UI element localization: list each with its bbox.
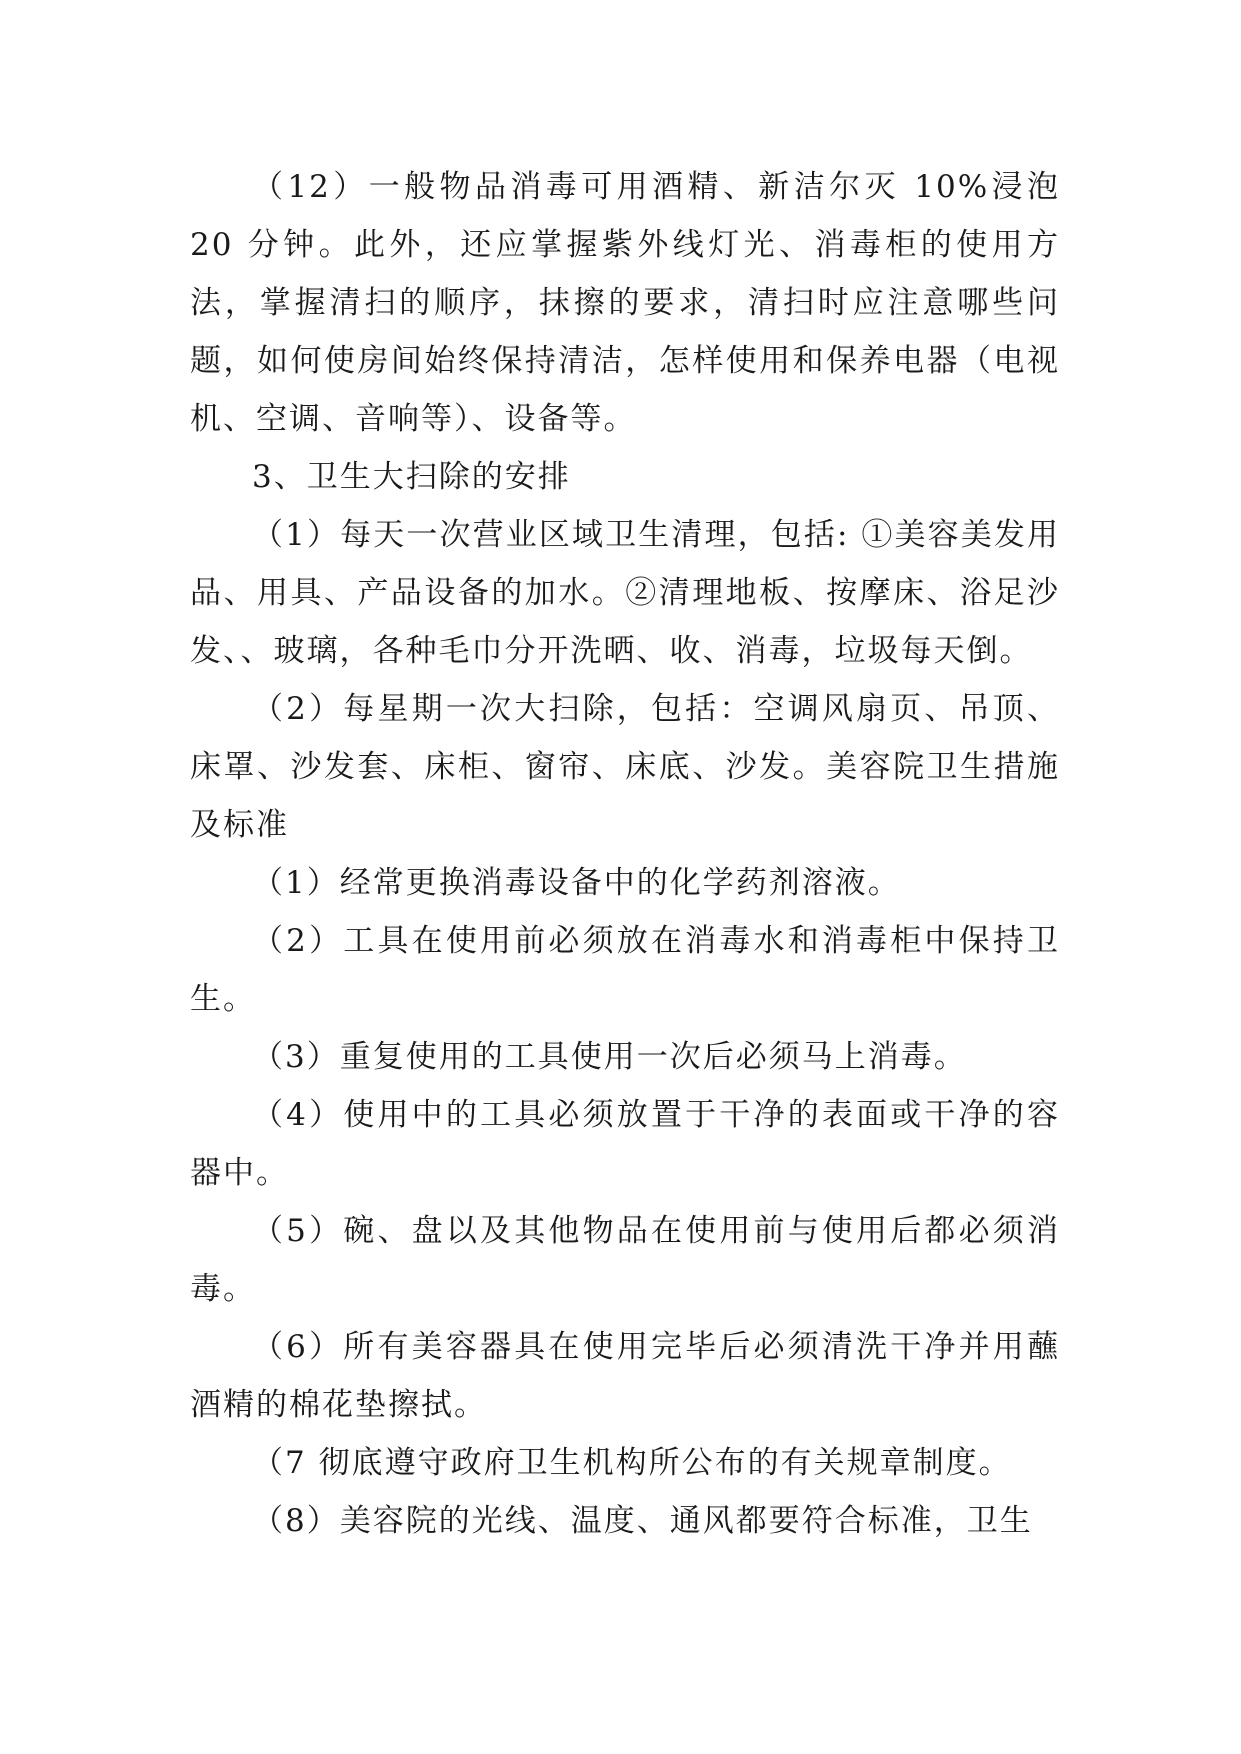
paragraph-measure-3: （3）重复使用的工具使用一次后必须马上消毒。 [252, 1039, 967, 1075]
paragraph-general-disinfection: （12）一般物品消毒可用酒精、新洁尔灭 10%浸泡 20 分钟。此外，还应掌握紫外线灯光、消毒柜的使用方法，掌握清扫的顺序，抹擦的要求，清扫时应注意哪些问题，如何使房间始终保持清洁，怎样使用和保养电器（电视机、空调、音响等）、设备等。 [190, 169, 1060, 437]
paragraph-measure-1: （1）经常更换消毒设备中的化学药剂溶液。 [252, 865, 901, 901]
paragraph-weekly-cleaning: （2）每星期一次大扫除，包括：空调风扇页、吊顶、床罩、沙发套、床柜、窗帘、床底、沙发。美容院卫生措施及标准 [190, 691, 1060, 843]
paragraph-measure-5: （5）碗、盘以及其他物品在使用前与使用后都必须消毒。 [190, 1213, 1060, 1307]
section-heading-cleaning-schedule: 3、卫生大扫除的安排 [252, 459, 571, 495]
paragraph-daily-cleaning: （1）每天一次营业区域卫生清理，包括: ①美容美发用品、用具、产品设备的加水。②清理地板、按摩床、浴足沙发、、玻璃，各种毛巾分开洗晒、收、消毒，垃圾每天倒。 [190, 517, 1060, 669]
paragraph-measure-4: （4）使用中的工具必须放置于干净的表面或干净的容器中。 [190, 1097, 1060, 1191]
paragraph-measure-6: （6）所有美容器具在使用完毕后必须清洗干净并用蘸酒精的棉花垫擦拭。 [190, 1329, 1060, 1423]
paragraph-measure-7: （7 彻底遵守政府卫生机构所公布的有关规章制度。 [252, 1445, 1012, 1481]
document-body [190, 158, 1060, 1550]
paragraph-measure-2: （2）工具在使用前必须放在消毒水和消毒柜中保持卫生。 [190, 923, 1060, 1017]
paragraph-measure-8: （8）美容院的光线、温度、通风都要符合标准，卫生 [252, 1503, 1033, 1539]
